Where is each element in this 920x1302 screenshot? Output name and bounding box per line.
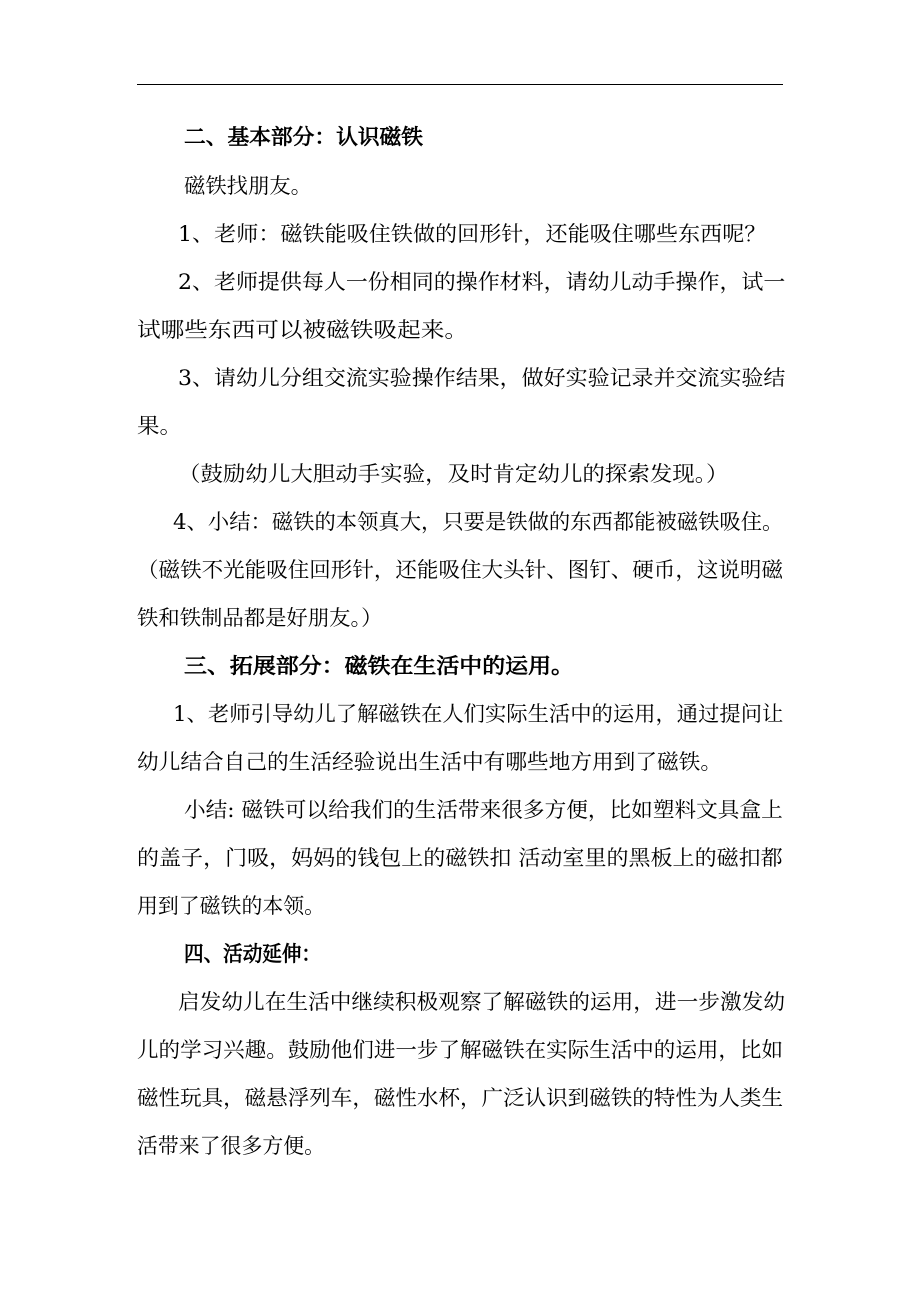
paragraph-line: 启发幼儿在生活中继续积极观察了解磁铁的运用，进一步激发幼 [178,990,785,1014]
paragraph-line: 2、老师提供每人一份相同的操作材料，请幼儿动手操作，试一 [178,270,786,294]
paragraph-line: 3、请幼儿分组交流实验操作结果，做好实验记录并交流实验结 [178,366,786,390]
paragraph-line: （磁铁不光能吸住回形针，还能吸住大头针、图钉、硬币，这说明磁 [137,558,783,582]
paragraph-line: 铁和铁制品都是好朋友。） [137,606,383,630]
section-heading-extension: 三、拓展部分：磁铁在生活中的运用。 [184,653,574,678]
paragraph-line: 磁性玩具，磁悬浮列车，磁性水杯，广泛认识到磁铁的特性为人类生 [137,1086,783,1110]
section-heading-activity-extension: 四、活动延伸： [184,941,321,966]
section-heading-basic: 二、基本部分：认识磁铁 [184,124,423,149]
paragraph-line: 小结: 磁铁可以给我们的生活带来很多方便，比如塑料文具盒上 [184,798,783,822]
paragraph-note: （鼓励幼儿大胆动手实验，及时肯定幼儿的探索发现。） [178,462,729,486]
paragraph-line: 幼儿结合自己的生活经验说出生活中有哪些地方用到了磁铁。 [137,750,722,774]
paragraph-line: 用到了磁铁的本领。 [137,894,325,918]
paragraph-line: 试哪些东西可以被磁铁吸起来。 [137,318,468,342]
paragraph-line: 活带来了很多方便。 [137,1134,325,1158]
paragraph-line: 果。 [137,414,182,438]
paragraph-line: 1、老师引导幼儿了解磁铁在人们实际生活中的运用，通过提问让 [173,702,784,726]
header-rule [137,84,783,85]
paragraph-line: 4、小结：磁铁的本领真大，只要是铁做的东西都能被磁铁吸住。 [173,510,784,534]
paragraph-line: 1、老师：磁铁能吸住铁做的回形针，还能吸住哪些东西呢？ [178,222,767,246]
paragraph-line: 的盖子，门吸，妈妈的钱包上的磁铁扣 活动室里的黑板上的磁扣都 [137,846,783,870]
paragraph-line: 儿的学习兴趣。鼓励他们进一步了解磁铁在实际生活中的运用，比如 [137,1038,783,1062]
subtitle-magnet-friends: 磁铁找朋友。 [184,174,312,198]
